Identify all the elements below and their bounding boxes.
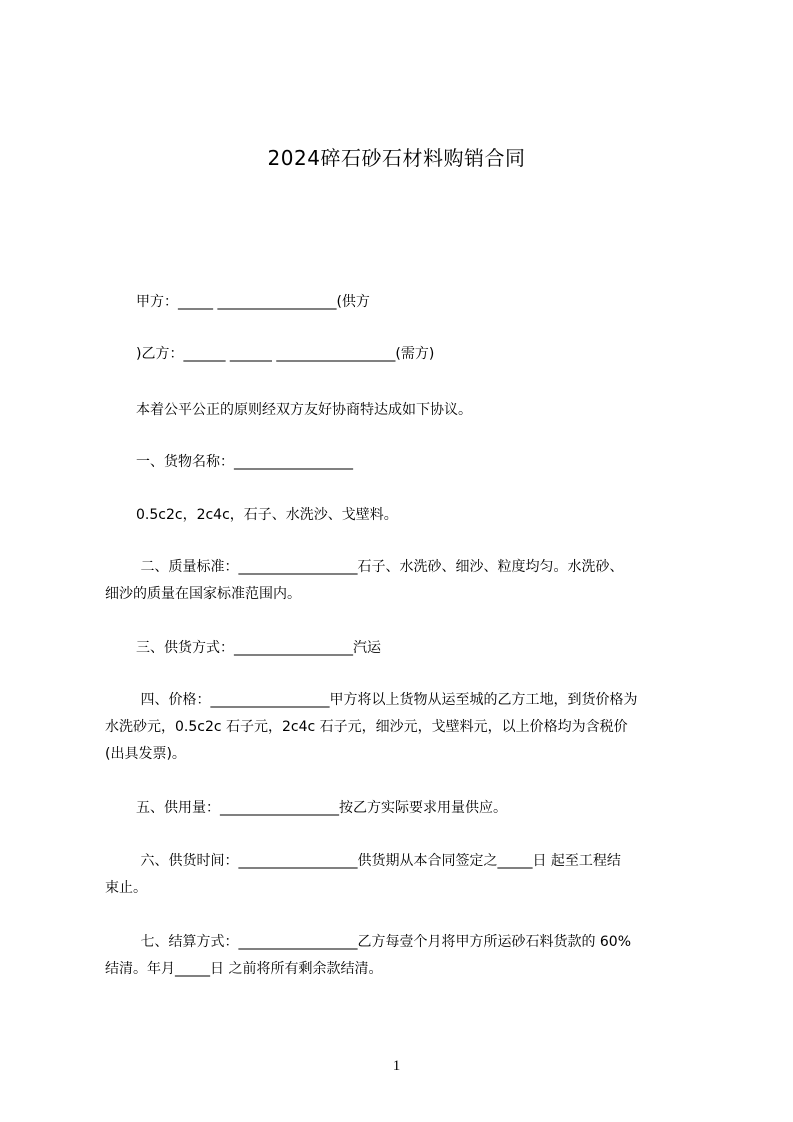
- clause-goods-list: 0.5c2c，2c4c，石子、水洗沙、戈壁料。: [136, 507, 398, 523]
- clause-quantity: 五、供用量：_________________按乙方实际要求用量供应。: [136, 800, 507, 816]
- clause-settlement-line-2: 结清。年月_____日 之前将所有剩余款结清。: [105, 961, 383, 977]
- clause-price-line-2: 水洗砂元，0.5c2c 石子元，2c4c 石子元，细沙元，戈壁料元，以上价格均为含税价: [105, 719, 628, 735]
- party-a-line: 甲方：_____ _________________(供方: [136, 294, 370, 310]
- intro-paragraph: 本着公平公正的原则经双方友好协商特达成如下协议。: [136, 402, 472, 418]
- clause-supply-method: 三、供货方式：_________________汽运: [136, 640, 381, 656]
- document-title: 2024碎石砂石材料购销合同: [267, 146, 526, 170]
- clause-supply-time-line-1: 六、供货时间：_________________供货期从本合同签定之_____日 起至工程结: [136, 853, 621, 869]
- party-b-line: )乙方：______ ______ _________________(需方): [136, 346, 435, 362]
- clause-supply-time-line-2: 束止。: [105, 880, 147, 896]
- clause-quality-line-2: 细沙的质量在国家标准范围内。: [105, 586, 301, 602]
- clause-goods-name: 一、货物名称：_________________: [136, 454, 353, 470]
- clause-price-line-1: 四、价格：_________________甲方将以上货物从运至城的乙方工地，到货价格为: [136, 692, 638, 708]
- clause-quality-line-1: 二、质量标准：_________________石子、水洗砂、细沙、粒度均匀。水洗砂、: [136, 559, 624, 575]
- page-number: 1: [392, 1058, 401, 1074]
- clause-price-line-3: (出具发票)。: [105, 746, 186, 762]
- clause-settlement-line-1: 七、结算方式：_________________乙方每壹个月将甲方所运砂石料货款的 60%: [136, 934, 632, 950]
